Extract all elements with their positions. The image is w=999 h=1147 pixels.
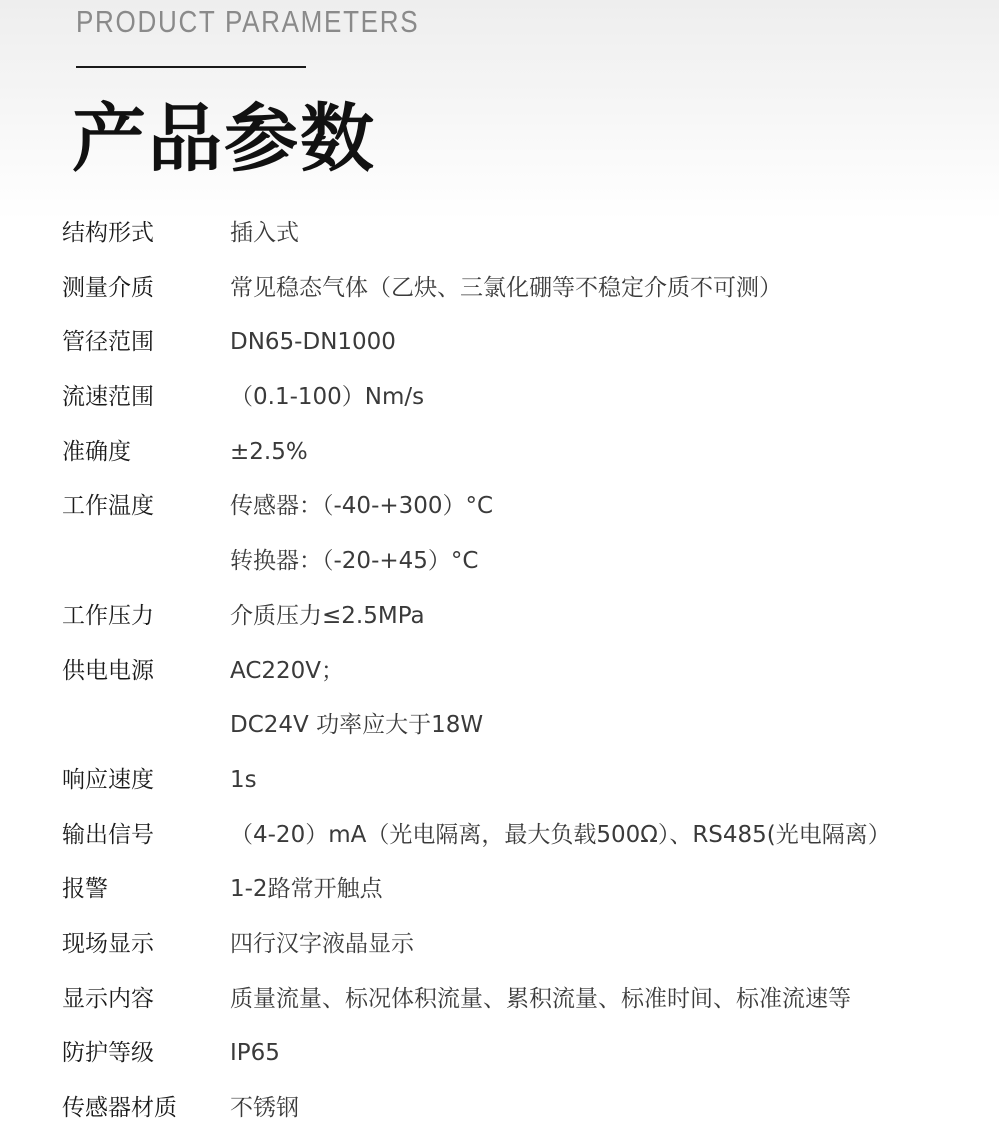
param-label: 管径范围 — [62, 329, 154, 356]
param-value: DC24V 功率应大于18W — [230, 712, 484, 739]
param-row-protection — [62, 1026, 962, 1081]
param-row-accuracy — [62, 425, 962, 480]
param-value: 传感器：（-40-+300）°C — [230, 493, 494, 520]
param-label: 工作压力 — [62, 602, 154, 629]
title-underline — [76, 66, 306, 68]
param-row-pressure — [62, 589, 962, 644]
param-value: 插入式 — [230, 220, 299, 246]
param-value: （4-20）mA（光电隔离，最大负载500Ω）、RS485(光电隔离） — [230, 821, 891, 848]
param-label: 准确度 — [62, 438, 131, 465]
param-label: 响应速度 — [62, 766, 154, 793]
param-value: 质量流量、标况体积流量、累积流量、标准时间、标准流速等 — [230, 985, 851, 1012]
param-value: （0.1-100）Nm/s — [230, 384, 425, 411]
param-row-power-supply — [62, 644, 962, 699]
param-value: 不锈钢 — [230, 1095, 299, 1121]
param-value: 常见稳态气体（乙炔、三氯化硼等不稳定介质不可测） — [230, 274, 782, 301]
param-label: 结构形式 — [62, 220, 154, 246]
parameter-list — [62, 206, 962, 1136]
param-value: 1s — [230, 766, 257, 793]
param-row-display-content — [62, 972, 962, 1027]
param-value: AC220V； — [230, 657, 345, 684]
param-label: 显示内容 — [62, 985, 154, 1012]
param-value: 四行汉字液晶显示 — [230, 930, 414, 957]
param-value: 转换器：（-20-+45）°C — [230, 548, 479, 575]
param-row-pipe-range — [62, 315, 962, 370]
param-row-medium — [62, 261, 962, 316]
param-value: 介质压力≤2.5MPa — [230, 602, 425, 629]
param-label: 测量介质 — [62, 274, 154, 301]
section-subtitle: PRODUCT PARAMETERS — [76, 4, 420, 39]
param-row-output — [62, 808, 962, 863]
param-row-alarm — [62, 862, 962, 917]
param-value: 1-2路常开触点 — [230, 876, 383, 903]
param-label: 现场显示 — [62, 930, 154, 957]
param-value: ±2.5% — [230, 438, 308, 465]
param-row-power-supply-dc — [62, 698, 962, 753]
param-row-flow-velocity — [62, 370, 962, 425]
param-label: 输出信号 — [62, 821, 154, 848]
param-label: 防护等级 — [62, 1040, 154, 1067]
param-label: 工作温度 — [62, 493, 154, 520]
param-row-temperature — [62, 479, 962, 534]
param-label: 供电电源 — [62, 657, 154, 684]
param-row-structure — [62, 206, 962, 261]
param-row-response — [62, 753, 962, 808]
param-row-display — [62, 917, 962, 972]
param-row-temperature-converter — [62, 534, 962, 589]
param-row-sensor-material — [62, 1081, 962, 1136]
param-label: 报警 — [62, 876, 108, 903]
param-value: DN65-DN1000 — [230, 329, 396, 356]
param-label: 流速范围 — [62, 384, 154, 411]
param-value: IP65 — [230, 1040, 280, 1067]
section-title: 产品参数 — [72, 96, 376, 182]
param-label: 传感器材质 — [62, 1095, 177, 1121]
